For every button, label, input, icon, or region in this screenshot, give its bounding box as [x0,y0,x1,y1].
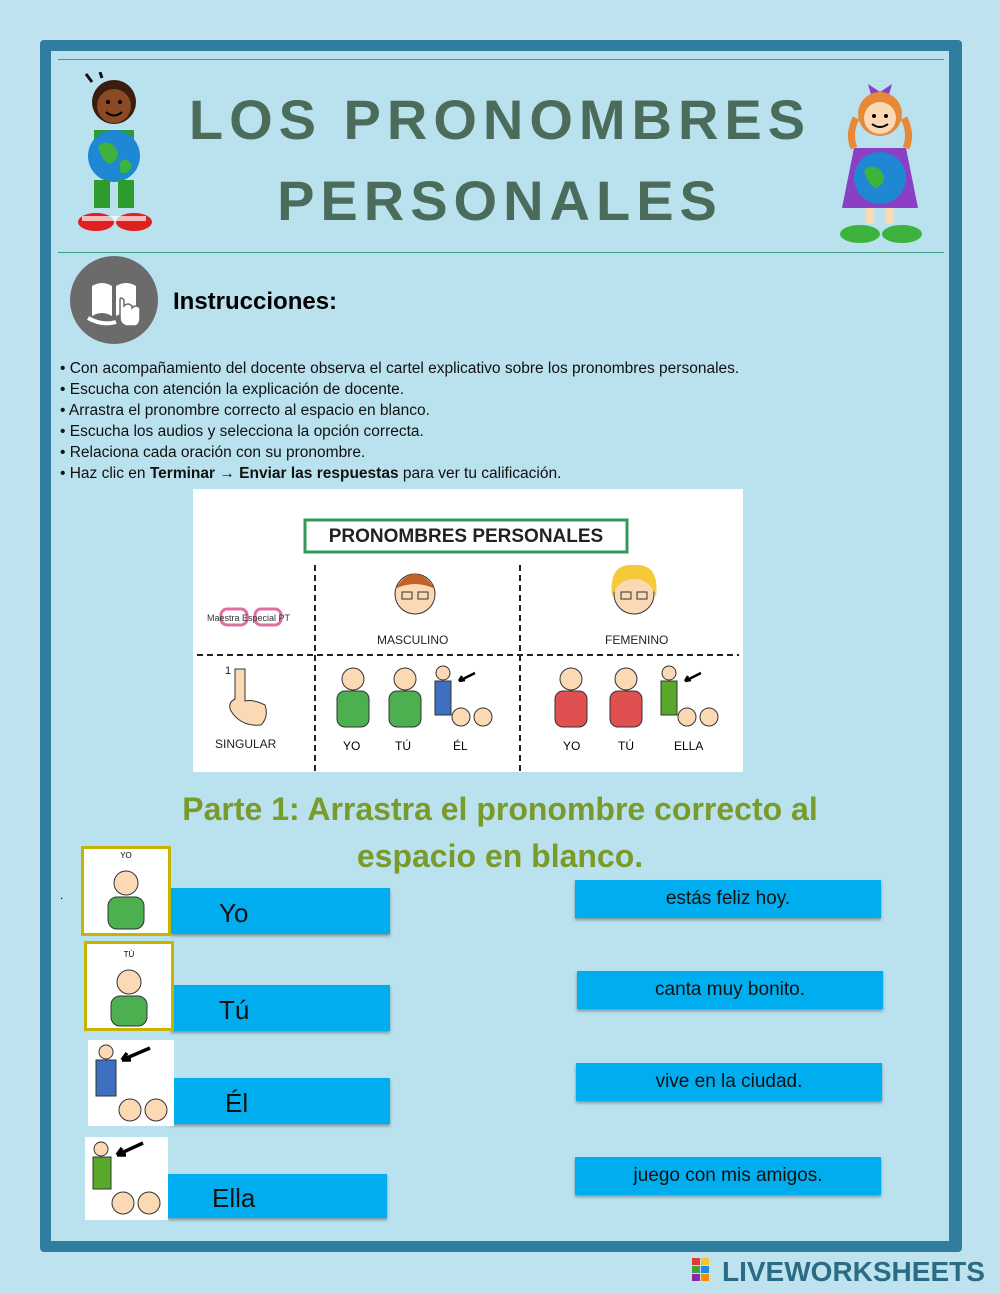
yo-card [81,846,171,936]
f-tu-label: TÚ [618,739,634,753]
instruction-item: • Con acompañamiento del docente observa el cartel explicativo sobre los pronombres personales. [60,358,739,379]
femenino-label: FEMENINO [605,633,669,647]
instruction-item: • Escucha los audios y selecciona la opción correcta. [60,421,739,442]
header-divider [58,252,944,253]
poster-watermark: Maestra Especial PT [207,613,291,623]
pronoun-label: Ella [212,1183,256,1213]
yo-card-caption: YO [120,851,132,860]
pronoun-label: Él [225,1088,249,1118]
instruction-item: • Arrastra el pronombre correcto al espacio en blanco. [60,400,739,421]
pronoun-label: Tú [219,995,250,1025]
instruction-item: • Escucha con atención la explicación de docente. [60,379,739,400]
pronoun-yo-draggable[interactable] [171,888,390,934]
poster-title: PRONOMBRES PERSONALES [328,526,604,547]
sentence-drop-target[interactable]: estás feliz hoy. [575,880,881,918]
m-tu-label: TÚ [395,739,411,753]
tu-card-caption: TÚ [123,950,135,959]
ella-card [85,1137,168,1220]
sentence-drop-target[interactable]: vive en la ciudad. [576,1063,882,1101]
top-divider [58,59,944,60]
m-el-label: ÉL [453,739,468,753]
instruction-text: Haz clic en [69,465,150,482]
f-yo-label: YO [563,739,581,753]
instruction-text: para ver tu calificación. [398,465,562,482]
liveworksheets-logo-icon [692,1254,720,1284]
page-title-line2: PERSONALES [277,169,723,232]
f-ella-label: ELLA [674,739,704,753]
pronoun-ella-draggable[interactable] [168,1174,387,1218]
stray-dot: . [60,888,64,902]
instruction-item: • Relaciona cada oración con su pronombre. [60,442,739,463]
sentence-drop-target[interactable]: canta muy bonito. [577,971,883,1009]
el-card [88,1040,174,1126]
tu-card [84,941,174,1031]
boy-globe-illustration [68,72,160,234]
liveworksheets-brand: LIVEWORKSHEETS [722,1256,985,1287]
pronoun-label: Yo [219,898,249,928]
singular-label: SINGULAR [215,737,277,751]
page-title-line1: LOS PRONOMBRES [188,88,812,151]
girl-globe-illustration [834,78,926,246]
terminar-label: Terminar [149,465,216,482]
arrow-text: → [215,465,240,482]
instructions-heading: Instrucciones: [173,288,338,315]
instruction-item [60,463,739,484]
pronoun-el-draggable[interactable] [171,1078,390,1124]
enviar-label: Enviar las respuestas [239,465,399,482]
singular-number: 1 [225,665,232,677]
part1-title-line1: Parte 1: Arrastra el pronombre correcto al [182,791,818,827]
pronoun-tu-draggable[interactable] [171,985,390,1031]
m-yo-label: YO [343,739,361,753]
book-hand-icon [70,256,158,344]
pronouns-poster [193,489,743,772]
masculino-label: MASCULINO [377,633,449,647]
part1-title-line2: espacio en blanco. [356,838,644,874]
sentence-drop-target[interactable]: juego con mis amigos. [575,1157,881,1195]
instructions-list [60,358,739,484]
